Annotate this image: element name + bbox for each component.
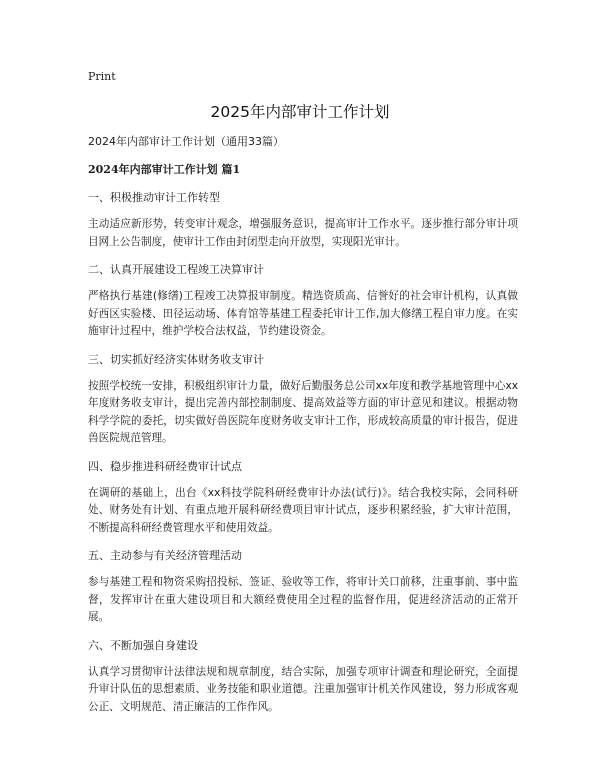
section-heading-5: 五、主动参与有关经济管理活动 [88,549,242,562]
part-heading: 2024年内部审计工作计划 篇1 [88,163,241,176]
section-body-5: 参与基建工程和物资采购招投标、签证、验收等工作，将审计关口前移，注重事前、事中监督，发挥审计在重大建设项目和大额经费使用全过程的监督作用，促进经济活动的正常开展。 [88,576,518,623]
document-subtitle: 2024年内部审计工作计划（通用33篇） [88,135,284,148]
document-body [88,134,518,727]
print-link[interactable]: Print [88,70,116,83]
section-heading-2: 二、认真开展建设工程竣工决算审计 [88,263,264,276]
section-heading-3: 三、切实抓好经济实体财务收支审计 [88,352,264,366]
section-body-3: 按照学校统一安排，积极组织审计力量，做好后勤服务总公司xx年度和教学基地管理中心xx年度财务收支审计，提出完善内部控制制度、提高效益等方面的审计意见和建议。根据动物科学学院的委托，切实做好兽医院年度财务收支审计工作，形成较高质量的审计报告，促进兽医院规范管理。 [88,379,518,444]
section-body-1: 主动适应新形势，转变审计观念，增强服务意识，提高审计工作水平。逐步推行部分审计项目网上公告制度，使审计工作由封闭型走向开放型，实现阳光审计。 [88,218,518,248]
section-heading-6: 六、不断加强自身建设 [88,638,198,652]
section-heading-1: 一、积极推动审计工作转型 [88,191,220,204]
section-body-2: 严格执行基建(修缮)工程竣工决算报审制度。精选资质高、信誉好的社会审计机构，认真做好西区实验楼、田径运动场、体育馆等基建工程委托审计工作,加大修缮工程自审力度。在实施审计过程中，维护学校合法权益，节约建设资金。 [88,290,518,337]
section-body-6: 认真学习贯彻审计法律法规和规章制度，结合实际，加强专项审计调查和理论研究，全面提升审计队伍的思想素质、业务技能和职业道德。注重加强审计机关作风建设，努力形成客观公正、文明规范、清正廉洁的工作作风。 [88,665,518,713]
document-title: 2025年内部审计工作计划 [210,103,390,121]
section-heading-4: 四、稳步推进科研经费审计试点 [88,459,242,473]
section-body-4: 在调研的基础上，出台《xx科技学院科研经费审计办法(试行)》。结合我校实际，会同科研处、财务处有计划、有重点地开展科研经费项目审计试点，逐步积累经验，扩大审计范围，不断提高科研经费管理水平和使用效益。 [88,486,518,534]
